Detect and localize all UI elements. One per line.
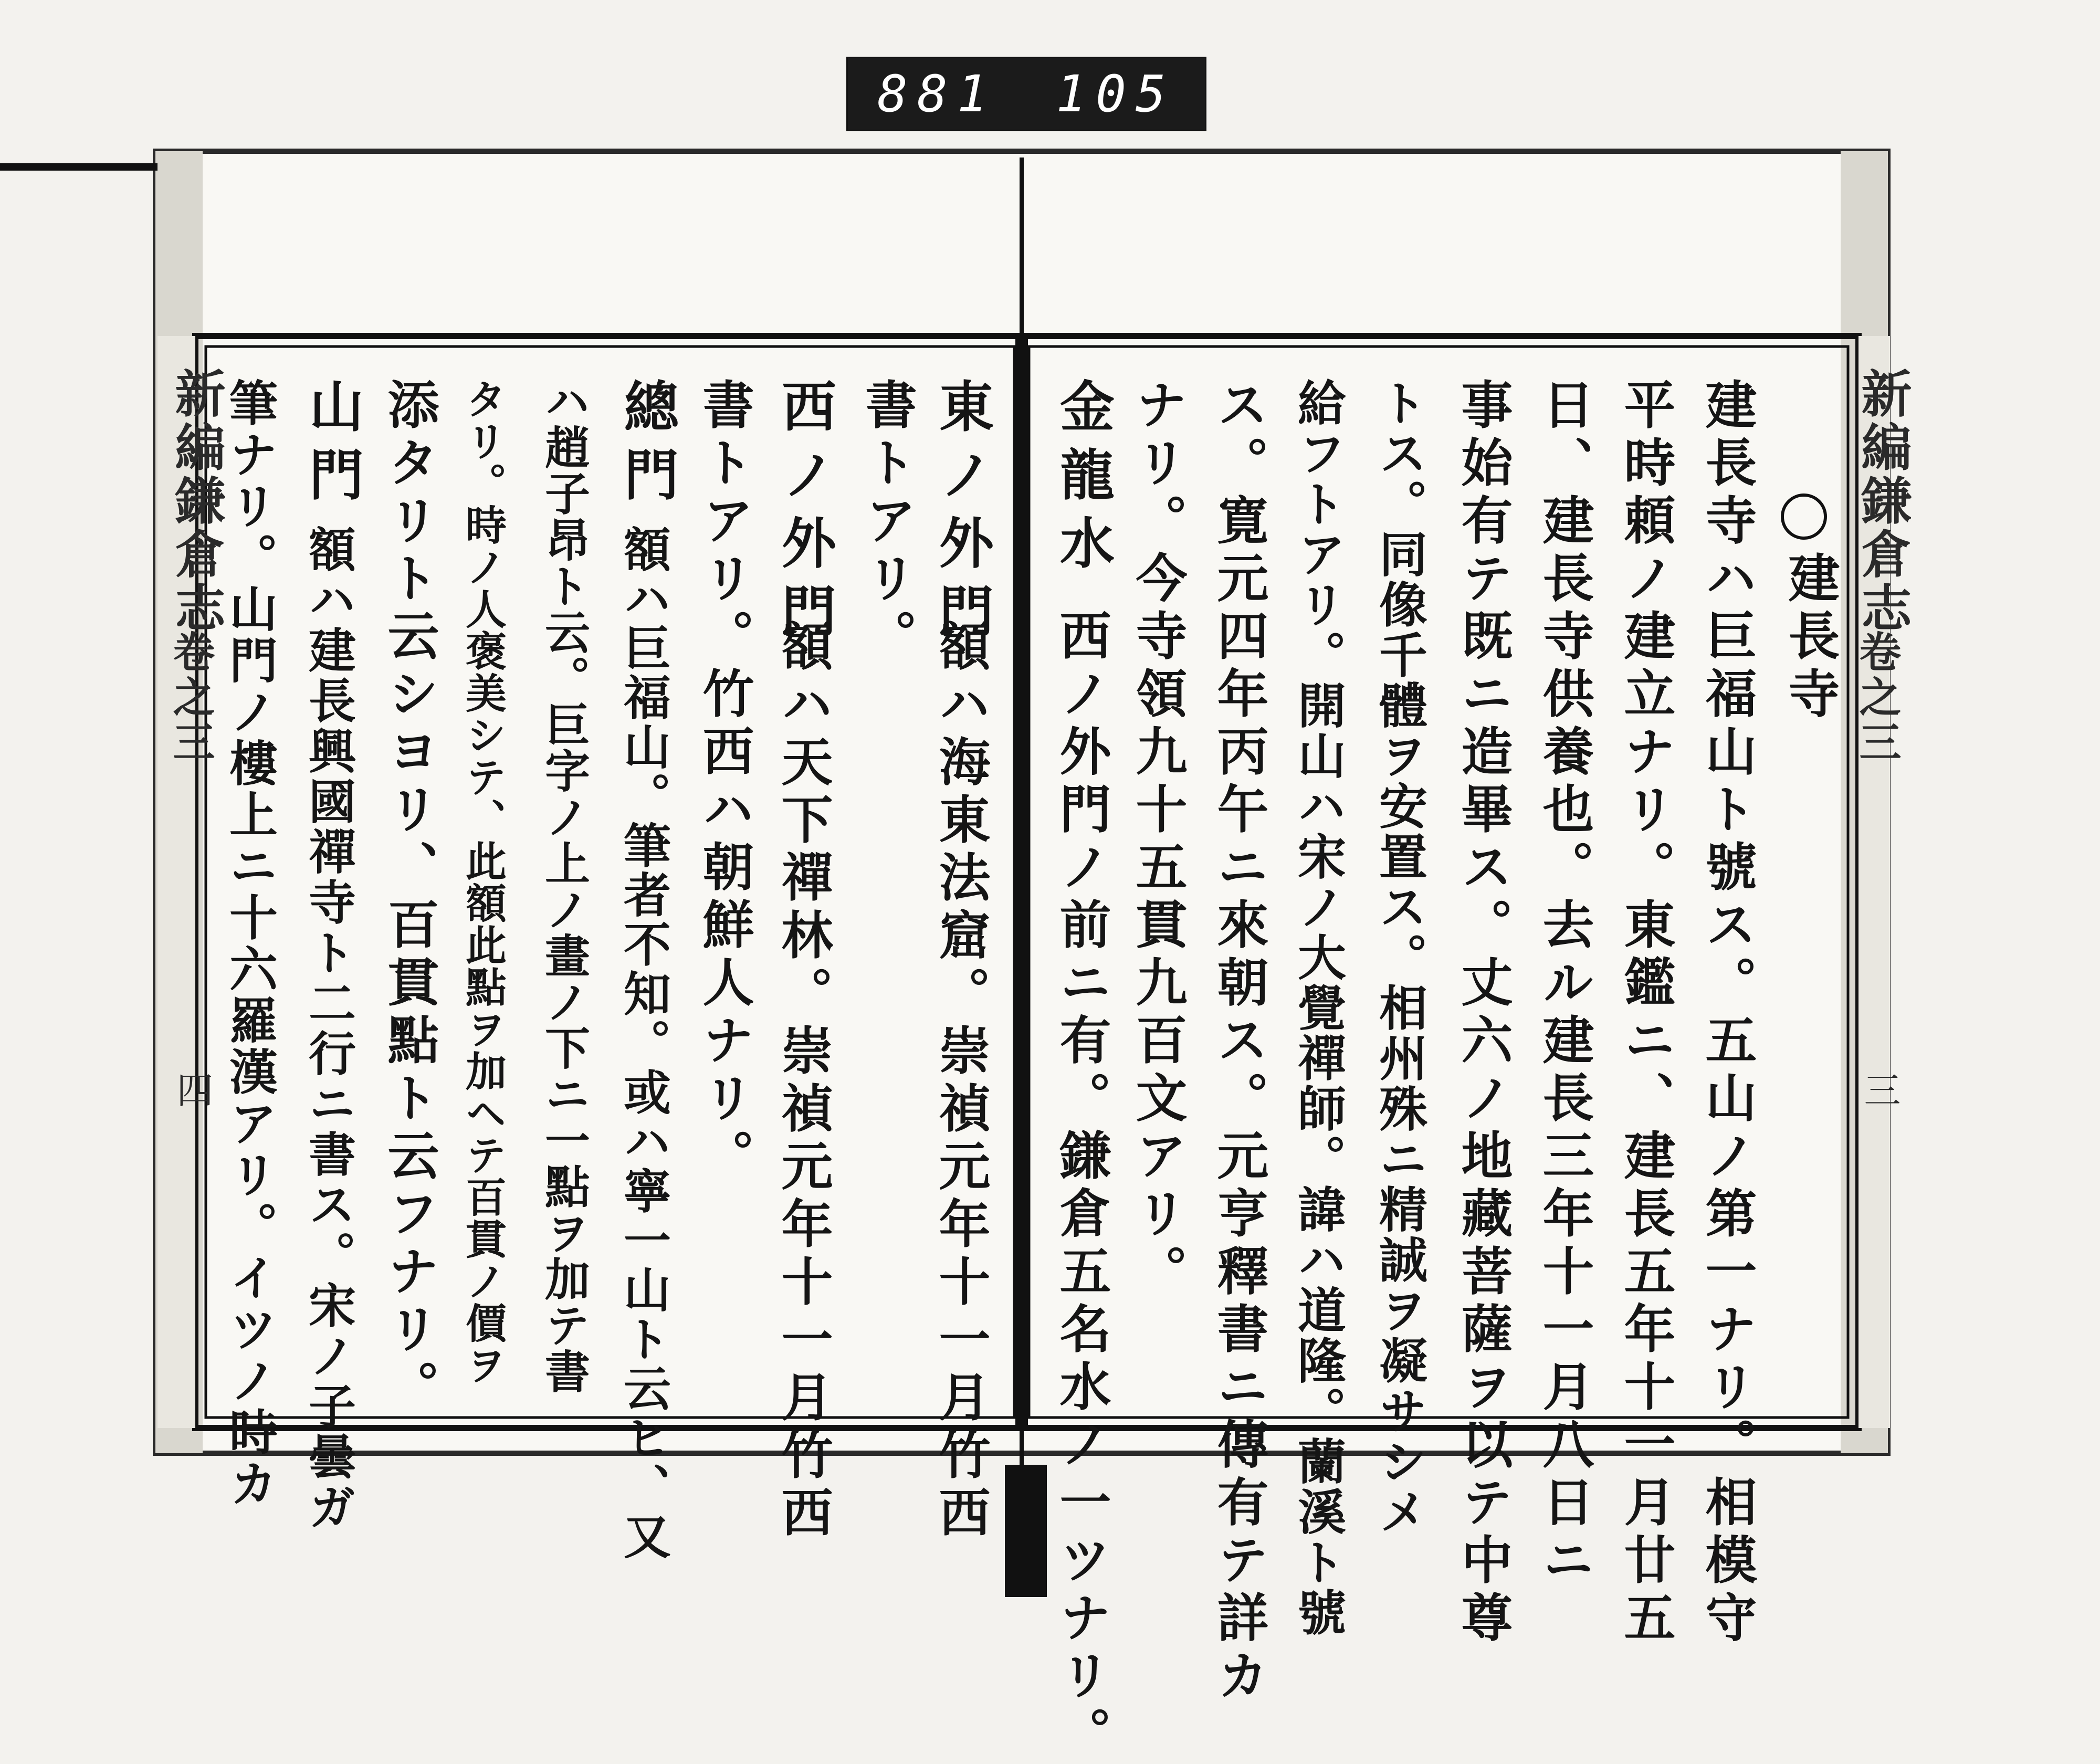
- main-gate-text: 額ハ巨福山。筆者不知。或ハ寧一山ト云ヒ、又: [615, 525, 671, 1561]
- main-gate-text-2: ハ趙子昂ト云。巨字ノ上ノ畫ノ下ニ一點ヲ加テ書: [537, 378, 590, 1394]
- right-folio: 三: [1858, 1071, 1901, 1108]
- right-column-5: トス。同像千體ヲ安置ス。相州殊ニ精誠ヲ凝サシメ: [1371, 378, 1428, 1537]
- sanmon-text-2: 筆ナリ。山門ノ樓上ニ十六羅漢アリ。イツノ時カ: [222, 378, 278, 1510]
- right-column-2: 平時頼ノ建立ナリ。東鑑ニ、建長五年十一月廿五: [1615, 378, 1676, 1648]
- catalog-number-left: 881: [877, 65, 997, 123]
- right-margin-volume: 卷之三: [1852, 630, 1902, 765]
- catalog-number-label: [846, 57, 1206, 131]
- left-folio: 四: [171, 1071, 214, 1108]
- left-margin-title: 新編鎌倉志: [167, 368, 226, 635]
- spring-text: 西ノ外門ノ前ニ有。鎌倉五名水ノ一ツナリ。: [1051, 609, 1111, 1764]
- west-gate-text-2: 書トアリ。竹西ハ朝鮮人ナリ。: [694, 378, 754, 1186]
- right-column-3: 日、建長寺供養也。去ル建長三年十一月八日ニ: [1534, 378, 1594, 1591]
- left-margin-volume: 卷之三: [166, 630, 215, 765]
- right-column-4: 事始有テ既ニ造畢ス。丈六ノ地藏菩薩ヲ以テ中尊: [1453, 378, 1513, 1648]
- spring-heading: 金龍水: [1051, 378, 1115, 583]
- right-column-8: ナリ。今寺領九十五貫九百文アリ。: [1127, 378, 1188, 1302]
- east-gate-text: 額ハ海東法窟。崇禎元年十一月竹西: [930, 620, 991, 1544]
- catalog-number-right: 105: [1056, 65, 1175, 123]
- heading-circle-icon: [1781, 494, 1827, 540]
- east-gate-heading: 東ノ外門: [930, 378, 994, 651]
- west-gate-text: 額ハ天下禪林。崇禎元年十一月竹西: [773, 620, 833, 1544]
- right-margin-title: 新編鎌倉志: [1853, 368, 1913, 635]
- sanmon-heading: 山門: [300, 378, 364, 514]
- east-gate-text-2: 書トアリ。: [857, 378, 917, 667]
- west-gate-heading: 西ノ外門: [772, 378, 837, 651]
- right-column-7: ス。寛元四年丙午ニ來朝ス。元亨釋書ニ傳有テ詳カ: [1209, 378, 1269, 1706]
- main-gate-text-4: 添タリト云シヨリ、百貫點ト云フナリ。: [379, 378, 439, 1418]
- main-gate-heading: 總門: [615, 378, 679, 514]
- main-gate-text-3: タリ。時ノ人褒美シテ、此額此點ヲ加ヘテ百貫ノ價ヲ: [459, 378, 507, 1386]
- right-column-1: 建長寺ハ巨福山ト號ス。五山ノ第一ナリ。相模守: [1697, 378, 1757, 1648]
- right-column-6: 給フトアリ。開山ハ宋ノ大覺禪師。諱ハ道隆。蘭溪ト號: [1290, 378, 1347, 1638]
- right-heading: 建長寺: [1780, 551, 1840, 724]
- sanmon-text: 額ハ建長興國禪寺ト二行ニ書ス。宋ノ子曇ガ: [300, 525, 356, 1533]
